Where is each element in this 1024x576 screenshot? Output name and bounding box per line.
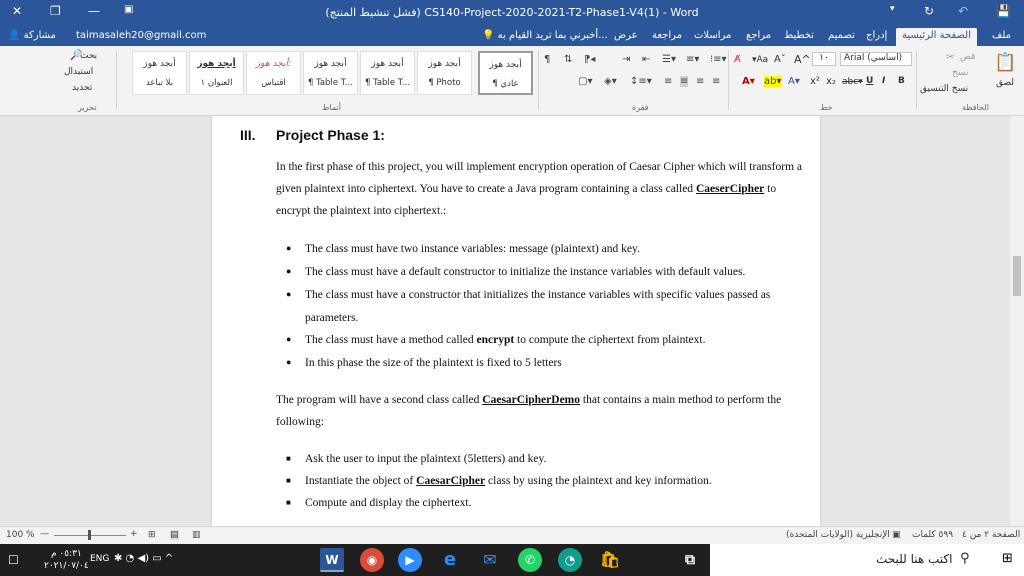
page-count[interactable]: الصفحة ٢ من ٤ <box>962 530 1021 540</box>
tray-icons[interactable]: ✱ ◔ ◀) ▭ ^ <box>114 553 174 564</box>
task-view-icon[interactable]: ⧉ <box>685 552 695 568</box>
search-icon: ⚲ <box>960 551 970 566</box>
notification-icon[interactable]: ☐ <box>8 553 19 567</box>
tell-me-input[interactable]: 💡 أخبرني بما تريد القيام به... <box>482 30 608 41</box>
shading-icon[interactable]: ◈▾ <box>604 76 617 87</box>
tab-references[interactable]: مراجع <box>746 30 772 41</box>
subscript-button[interactable]: x₂ <box>826 76 836 87</box>
taskbar <box>0 544 1024 576</box>
ribbon-display-icon[interactable]: ▣ <box>124 4 134 15</box>
paste-icon[interactable]: 📋 <box>994 52 1017 73</box>
paragraph-group-label: فقرة <box>632 103 649 112</box>
editing-group-label: تحرير <box>78 103 97 112</box>
mail-taskbar-icon[interactable]: ✉ <box>483 550 497 569</box>
paste-button[interactable]: لصق <box>996 78 1015 88</box>
tab-insert[interactable]: إدراج <box>866 30 888 41</box>
bullets-icon[interactable]: ⁝≡▾ <box>710 54 727 65</box>
justify-icon[interactable]: ≡ <box>664 76 673 87</box>
taskbar-search[interactable] <box>710 544 1024 576</box>
window-title: (فشل تنشيط المنتج) CS140-Project-2020-2021-T2-Phase1-V4(1) - Word <box>325 6 699 19</box>
underline-button[interactable]: U <box>866 76 874 86</box>
list-item: The class must have a constructor that initializes the instance variables with specific values passed as parameters. <box>305 289 771 324</box>
customize-qat-icon[interactable]: ▾ <box>890 4 895 14</box>
style-heading1[interactable]: أبجد هوز العنوان ١ <box>189 51 244 95</box>
font-group-label: خط <box>820 103 833 112</box>
font-color-icon[interactable]: A▾ <box>742 76 755 87</box>
undo-icon[interactable]: ↶ <box>958 4 969 18</box>
zoom-taskbar-icon[interactable]: ▶ <box>398 548 422 572</box>
numbering-icon[interactable]: ≡▾ <box>686 54 700 65</box>
restore-icon[interactable]: ❐ <box>50 4 61 18</box>
style-normal[interactable]: أبجد هوز ¶ عادي <box>478 51 533 95</box>
strikethrough-button[interactable]: abc▾ <box>842 77 863 87</box>
clear-formatting-icon[interactable]: A̸ <box>734 54 741 65</box>
section-heading: III. Project Phase 1: <box>240 127 385 143</box>
find-icon: 🔎 <box>70 50 83 61</box>
list-item: In this phase the size of the plaintext is fixed to 5 letters <box>305 357 562 369</box>
search-input[interactable]: اكتب هنا للبحث <box>876 552 953 566</box>
font-size-select[interactable]: ١٠ <box>812 52 836 66</box>
chrome-taskbar-icon[interactable]: ◉ <box>360 548 384 572</box>
title-bar <box>0 0 1024 26</box>
replace-button[interactable]: استبدال <box>64 67 94 77</box>
document-workspace <box>0 116 1010 526</box>
group-divider <box>538 50 539 110</box>
highlight-icon[interactable]: ab▾ <box>764 76 782 87</box>
grow-font-button[interactable]: A^ <box>794 53 811 66</box>
ribbon <box>0 46 1024 116</box>
second-paragraph: The program will have a second class called CaesarCipherDemo that contains a main method to perform the following: <box>276 394 782 428</box>
cut-button[interactable]: قص <box>960 52 976 62</box>
read-mode-icon[interactable]: ▥ <box>192 530 201 540</box>
borders-icon[interactable]: ▢▾ <box>578 76 593 87</box>
language-status[interactable]: الإنجليزية (الولايات المتحدة) <box>786 530 890 540</box>
sort-icon[interactable]: ⇅ <box>564 54 573 65</box>
bullet-dot: ● <box>286 357 292 367</box>
list-item: Instantiate the object of CaesarCipher class by using the plaintext and key information. <box>305 475 712 487</box>
scrollbar-thumb[interactable] <box>1013 256 1021 296</box>
intro-paragraph: In the first phase of this project, you will implement encryption operation of Caesar Cipher which will transform a given plaintext into ciphertext. You have to create a Java program containing a class called CaeserCipher to encrypt the plaintext into ciphertext.: <box>276 161 802 217</box>
style-quote[interactable]: أبجد هوز: اقتباس <box>246 51 301 95</box>
group-divider <box>728 50 729 110</box>
bullet-dot: ● <box>286 289 292 299</box>
bullet-square: ■ <box>286 454 291 463</box>
bullet-square: ■ <box>286 476 291 485</box>
tab-view[interactable]: عرض <box>614 30 638 41</box>
bullet-dot: ● <box>286 243 292 253</box>
italic-button[interactable]: I <box>882 76 886 86</box>
start-icon[interactable]: ⊞ <box>1002 551 1013 566</box>
multilevel-list-icon[interactable]: ☰▾ <box>662 54 676 65</box>
align-left-icon[interactable]: ≡ <box>712 76 721 87</box>
indent-icon[interactable]: ⇥ <box>622 54 631 65</box>
tab-home[interactable]: الصفحة الرئيسية <box>896 28 977 46</box>
save-icon[interactable]: 💾 <box>996 4 1011 18</box>
cut-icon[interactable]: ✂ <box>946 52 955 63</box>
input-language[interactable]: ENG <box>90 554 110 564</box>
tab-design[interactable]: تصميم <box>828 30 855 41</box>
print-layout-icon[interactable]: ▤ <box>170 530 179 540</box>
text-effects-icon[interactable]: A▾ <box>788 76 800 87</box>
bullet-square: ■ <box>286 498 291 507</box>
list-item: The class must have two instance variables: message (plaintext) and key. <box>305 243 640 255</box>
zoom-out-button[interactable]: — <box>40 529 49 539</box>
align-right-icon[interactable]: ≡ <box>680 76 689 87</box>
clock[interactable]: ٠٥:٣١ م ٢٠٢١/٠٧/٠٤ <box>44 549 89 571</box>
font-name-select[interactable]: Arial (أساسي) <box>840 52 912 66</box>
group-divider <box>916 50 917 110</box>
superscript-button[interactable]: x² <box>810 76 820 87</box>
tab-layout[interactable]: تخطيط <box>784 30 814 41</box>
select-button[interactable]: تحديد <box>72 83 93 93</box>
shrink-font-button[interactable]: Aˇ <box>774 54 786 65</box>
rtl-icon[interactable]: ⁋◂ <box>584 54 596 65</box>
style-photo[interactable]: أبجد هوز ¶ Photo <box>417 51 472 95</box>
status-bar <box>0 526 1024 544</box>
tab-mailings[interactable]: مراسلات <box>694 30 732 41</box>
find-button[interactable]: بحث <box>80 51 98 61</box>
group-divider <box>116 50 117 110</box>
style-table-t1[interactable]: أبجد هوز ¶ Table T... <box>360 51 415 95</box>
list-item: Compute and display the ciphertext. <box>305 497 472 509</box>
style-no-spacing[interactable]: أبجد هوز بلا تباعد <box>132 51 187 95</box>
close-icon[interactable]: ✕ <box>12 4 23 18</box>
word-taskbar-icon[interactable]: W <box>320 548 344 572</box>
list-item: The class must have a default constructor to initialize the instance variables with default values. <box>305 266 746 278</box>
copy-button[interactable]: نسخ <box>952 68 969 78</box>
redo-icon[interactable]: ↻ <box>924 4 935 18</box>
line-spacing-icon[interactable]: ↕≡▾ <box>630 76 652 87</box>
bold-button[interactable]: B <box>898 76 905 86</box>
proofing-icon[interactable]: ▣ <box>892 530 901 540</box>
edge-taskbar-icon[interactable]: ◔ <box>558 548 582 572</box>
zoom-slider-thumb[interactable] <box>88 530 91 540</box>
zoom-level[interactable]: 100 % <box>6 530 35 540</box>
share-button[interactable]: 👤 مشاركة <box>8 30 56 41</box>
minimize-icon[interactable]: — <box>88 4 100 18</box>
tab-file[interactable]: ملف <box>992 30 1012 41</box>
vertical-scrollbar[interactable] <box>1010 116 1024 526</box>
whatsapp-taskbar-icon[interactable]: ✆ <box>518 548 542 572</box>
web-layout-icon[interactable]: ⊞ <box>148 530 156 540</box>
style-table-t2[interactable]: أبجد هوز ¶ Table T... <box>303 51 358 95</box>
outdent-icon[interactable]: ⇤ <box>642 54 651 65</box>
list-item: Ask the user to input the plaintext (5letters) and key. <box>305 453 547 465</box>
tab-review[interactable]: مراجعة <box>652 30 683 41</box>
change-case-button[interactable]: ▾Aa <box>752 55 769 65</box>
document-page[interactable] <box>212 116 820 526</box>
ie-taskbar-icon[interactable]: e <box>443 549 457 570</box>
align-center-icon[interactable]: ≡ <box>696 76 705 87</box>
list-item: The class must have a method called encrypt to compute the ciphertext from plaintext. <box>305 334 706 346</box>
ribbon-tabs <box>0 26 1024 46</box>
bullet-dot: ● <box>286 334 292 344</box>
format-painter-button[interactable]: نسخ التنسيق <box>920 84 969 94</box>
user-account[interactable]: taimasaleh20@gmail.com <box>76 30 207 41</box>
store-taskbar-icon[interactable]: 🛍 <box>599 550 621 569</box>
styles-group-label: أنماط <box>322 103 341 112</box>
pilcrow-icon[interactable]: ¶ <box>544 54 551 65</box>
bullet-dot: ● <box>286 266 292 276</box>
word-count[interactable]: ٥٩٩ كلمات <box>912 530 954 540</box>
clipboard-group-label: الحافظة <box>962 103 989 112</box>
zoom-in-button[interactable]: + <box>130 529 138 539</box>
